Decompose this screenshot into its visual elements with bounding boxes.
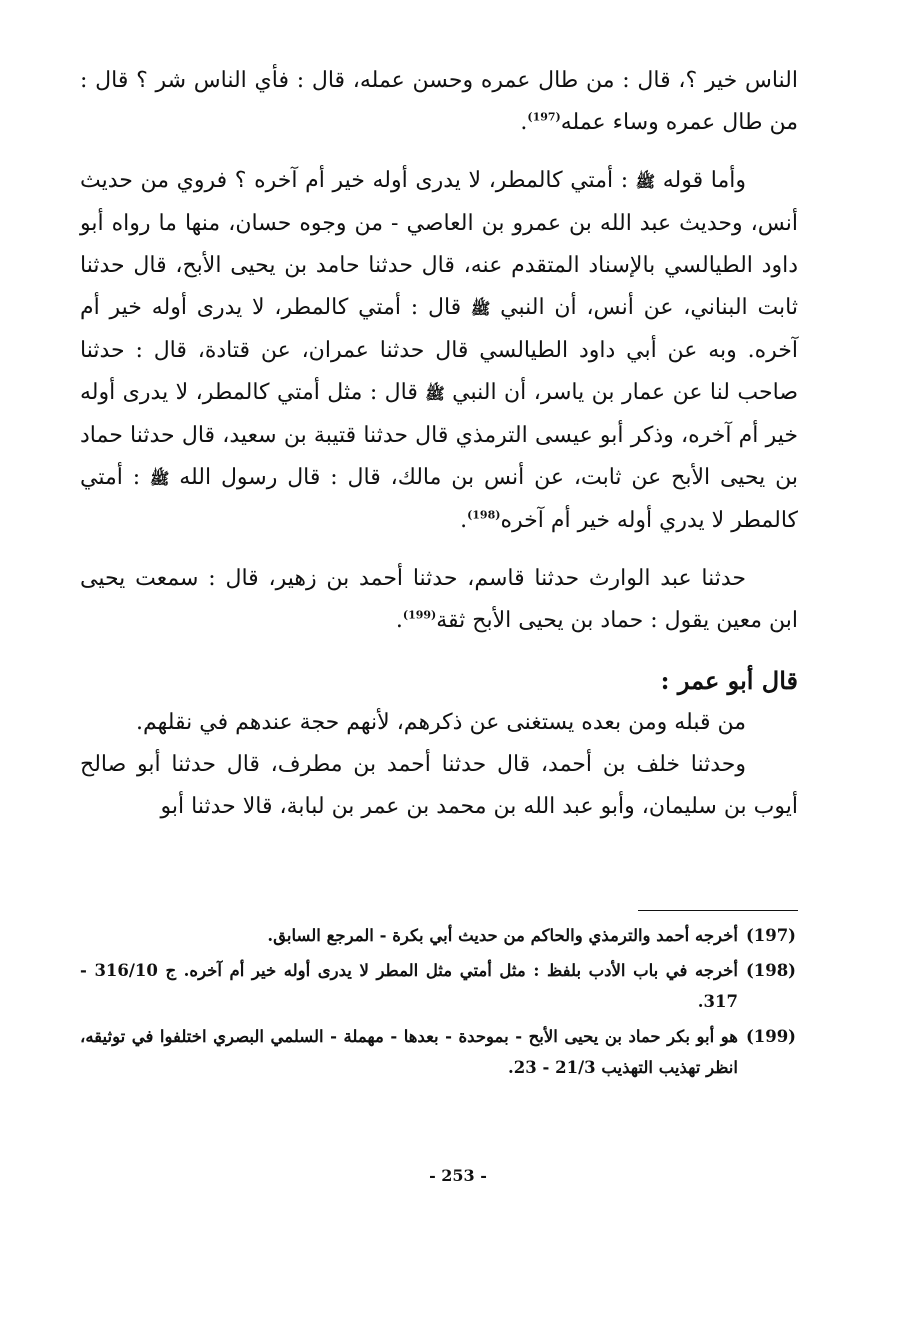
paragraph-3-end: . (395, 608, 403, 633)
footnote-ref-197: (197) (527, 110, 561, 124)
footnote-number: (199) (745, 1027, 796, 1046)
paragraph-1 (80, 60, 798, 144)
salla-icon: ﷺ (150, 469, 170, 488)
footnote-197 (80, 920, 796, 951)
footnote-text: هو أبو بكر حماد بن يحيى الأبح - بموحدة - بعدها - مهملة - السلمي البصري اختلفوا في توثيقه، انظر تهذيب التهذيب 21/3 - 23. (80, 1027, 738, 1077)
paragraph-1-text: الناس خير ؟، قال : من طال عمره وحسن عمله، قال : فأي الناس شر ؟ قال : من طال عمره وساء عمله (80, 68, 798, 135)
paragraph-2-text-e: : أمتي كالمطر لا يدري أوله خير أم آخره (80, 465, 798, 533)
footnote-text: أخرجه أحمد والترمذي والحاكم من حديث أبي بكرة - المرجع السابق. (267, 926, 738, 945)
salla-icon: ﷺ (471, 299, 491, 318)
main-text (80, 60, 798, 828)
paragraph-3-text: حدثنا عبد الوارث حدثنا قاسم، حدثنا أحمد بن زهير، قال : سمعت يحيى ابن معين يقول : حماد بن يحيى الأبح ثقة (80, 566, 798, 633)
paragraph-2-text-a: وأما قوله (662, 168, 746, 193)
paragraph-1-end: . (520, 110, 528, 135)
salla-icon: ﷺ (425, 384, 445, 403)
footnote-ref-199: (199) (402, 608, 437, 622)
paragraph-2-text-b: : أمتي كالمطر، لا يدرى أوله خير أم آخره ؟ فروي من حديث أنس، وحديث عبد الله بن عمرو بن العاصي - من وجوه حسان، منها ما رواه أبو داود الطيالسي بالإسناد المتقدم عنه، قال حدثنا حامد بن يحيى الأبح، قال حدثنا ثابت البناني، عن أنس، أن النبي (80, 168, 799, 320)
page-number: - 253 - (429, 1166, 487, 1185)
paragraph-2-end: . (460, 508, 468, 533)
footnotes (80, 920, 796, 1087)
section-heading: قال أبو عمر : (660, 666, 798, 695)
paragraph-5: وحدثنا خلف بن أحمد، قال حدثنا أحمد بن مطرف، قال حدثنا أبو صالح أيوب بن سليمان، وأبو عبد الله بن محمد بن عمر بن لبابة، قالا حدثنا أبو (80, 752, 798, 819)
paragraph-3 (80, 558, 798, 642)
footnote-divider (638, 910, 798, 911)
footnote-text: أخرجه في باب الأدب بلفظ : مثل أمتي مثل المطر لا يدرى أوله خير أم آخره. ج 316/10 - 317. (80, 961, 738, 1011)
paragraph-2-text-c: قال : أمتي كالمطر، لا يدرى أوله خير أم آخره. وبه عن أبي داود الطيالسي قال حدثنا عمران، عن قتادة، قال : حدثنا صاحب لنا عن عمار بن ياسر، أن النبي (80, 295, 798, 405)
paragraph-4: من قبله ومن بعده يستغنى عن ذكرهم، لأنهم حجة عندهم في نقلهم. (135, 710, 746, 735)
footnote-number: (198) (745, 961, 796, 980)
paragraph-2 (80, 160, 798, 542)
footnote-198 (80, 955, 796, 1017)
footnote-number: (197) (745, 926, 796, 945)
footnote-199 (80, 1021, 796, 1083)
salla-icon: ﷺ (635, 172, 656, 191)
footnote-ref-198: (198) (467, 508, 501, 522)
paragraph-2-text-d: قال : مثل أمتي كالمطر، لا يدرى أوله خير أم آخره، وذكر أبو عيسى الترمذي قال حدثنا قتيبة بن سعيد، قال حدثنا حماد بن يحيى الأبح عن ثابت، عن أنس بن مالك، قال : قال رسول الله (80, 380, 798, 490)
